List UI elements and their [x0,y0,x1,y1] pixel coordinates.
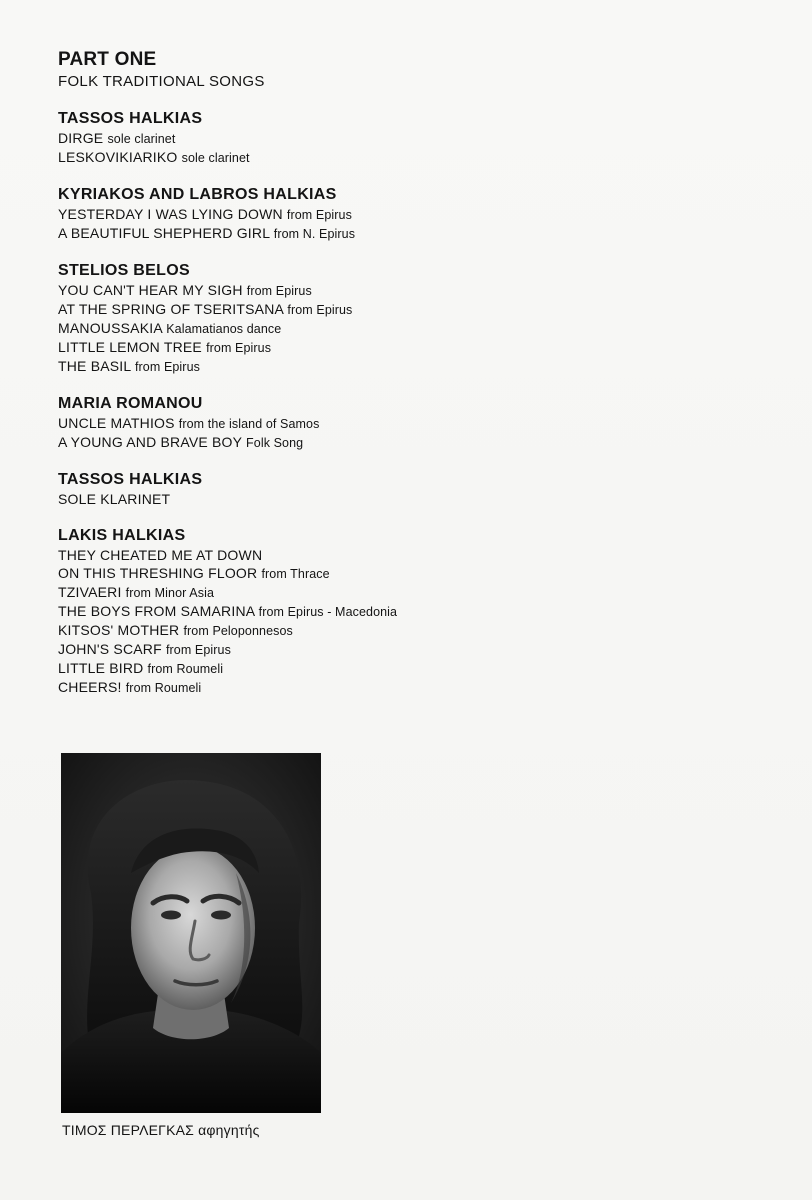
part-subtitle: FOLK TRADITIONAL SONGS [58,73,265,90]
song-entry [58,583,778,602]
song-entry [58,319,778,338]
song-title: YESTERDAY I WAS LYING DOWN [58,206,283,222]
song-title: KITSOS' MOTHER [58,622,180,638]
artist-name: STELIOS BELOS [58,262,190,279]
photo-caption: ΤΙΜΟΣ ΠΕΡΛΕΓΚΑΣ αφηγητής [62,1122,260,1138]
song-note: Kalamatianos dance [166,322,282,336]
portrait-illustration [61,753,321,1113]
song-title: MANOUSSAKIA [58,320,163,336]
song-note: sole clarinet [107,132,176,146]
song-entry [58,490,778,508]
song-entry [58,205,778,224]
song-title: TZIVAERI [58,584,122,600]
song-note: from Epirus [246,284,312,298]
song-title: YOU CAN'T HEAR MY SIGH [58,282,243,298]
song-title: LESKOVIKIARIKO [58,149,178,165]
track-listing [58,50,778,697]
song-title: A YOUNG AND BRAVE BOY [58,434,242,450]
artist-section [58,526,778,697]
song-entry [58,433,778,452]
song-entry [58,678,778,697]
song-note: from the island of Samos [178,417,320,431]
song-title: THE BOYS FROM SAMARINA [58,603,255,619]
song-entry [58,414,778,433]
song-title: DIRGE [58,130,104,146]
song-entry [58,300,778,319]
song-note: from Minor Asia [125,586,215,600]
artist-section [58,394,778,452]
song-entry [58,357,778,376]
song-note: from Epirus - Macedonia [258,605,398,619]
song-note: sole clarinet [181,151,250,165]
artist-section [58,261,778,376]
song-entry [58,640,778,659]
song-entry [58,148,778,167]
song-entry [58,621,778,640]
song-note: from Epirus [134,360,200,374]
artist-section [58,470,778,508]
song-note: Folk Song [246,436,304,450]
song-entry [58,602,778,621]
artist-section [58,109,778,167]
song-title: ON THIS THRESHING FLOOR [58,565,258,581]
artist-section [58,185,778,243]
song-entry [58,564,778,583]
song-entry [58,659,778,678]
artist-name: LAKIS HALKIAS [58,527,186,544]
song-note: from Roumeli [147,662,224,676]
sections-list [58,109,778,697]
song-note: from N. Epirus [273,227,356,241]
artist-name: KYRIAKOS AND LABROS HALKIAS [58,186,337,203]
artist-name: TASSOS HALKIAS [58,110,203,127]
song-title: UNCLE MATHIOS [58,415,175,431]
song-entry [58,338,778,357]
song-entry [58,129,778,148]
song-entry [58,224,778,243]
song-note: from Peloponnesos [183,624,293,638]
song-title: THEY CHEATED ME AT DOWN [58,547,263,563]
artist-name: TASSOS HALKIAS [58,471,203,488]
song-note: from Epirus [286,208,352,222]
song-note: from Epirus [287,303,353,317]
song-note: from Epirus [165,643,231,657]
song-title: CHEERS! [58,679,122,695]
song-title: AT THE SPRING OF TSERITSANA [58,301,284,317]
song-entry [58,546,778,564]
song-title: THE BASIL [58,358,131,374]
narrator-portrait-photo [61,753,321,1113]
artist-name: MARIA ROMANOU [58,395,203,412]
song-title: LITTLE LEMON TREE [58,339,202,355]
song-entry [58,281,778,300]
song-note: from Epirus [206,341,272,355]
song-note: from Roumeli [125,681,202,695]
song-title: JOHN'S SCARF [58,641,162,657]
song-title: A BEAUTIFUL SHEPHERD GIRL [58,225,270,241]
part-title: PART ONE [58,49,157,70]
song-note: from Thrace [261,567,330,581]
song-title: LITTLE BIRD [58,660,144,676]
song-title: SOLE KLARINET [58,491,171,507]
